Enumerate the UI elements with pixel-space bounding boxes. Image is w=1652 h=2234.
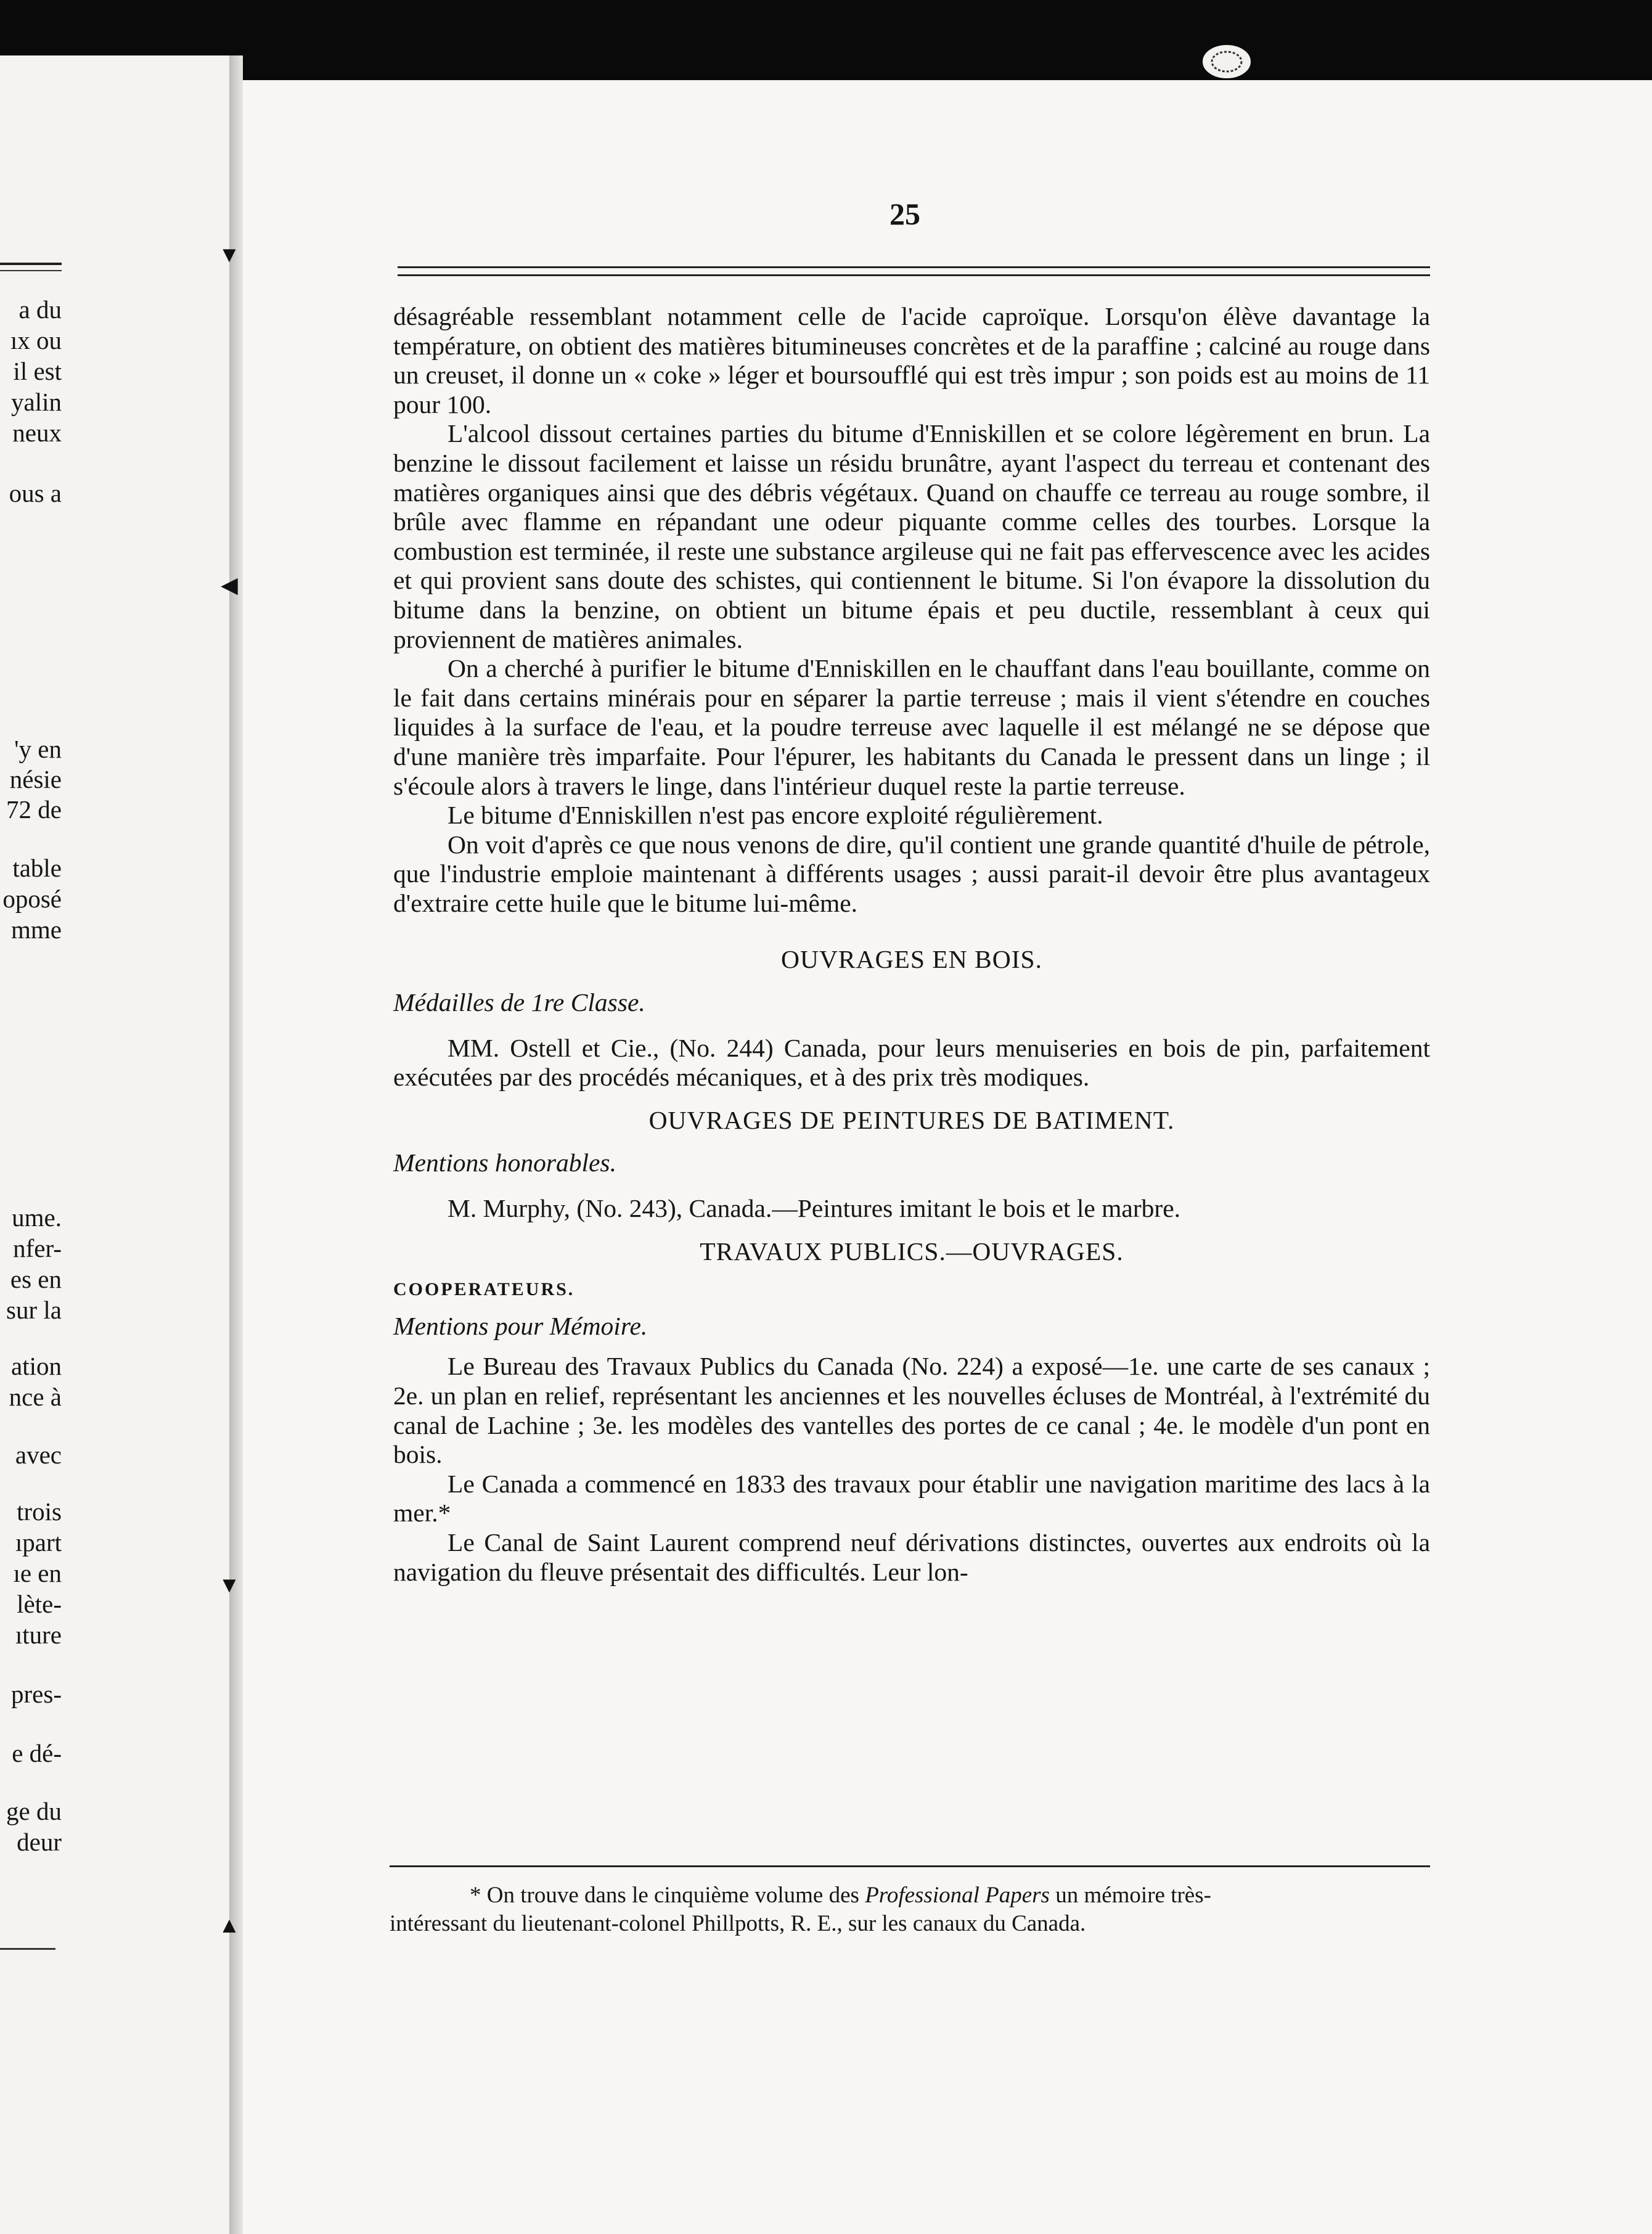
left-page-fragment: ation [11,1352,62,1380]
body-text [393,302,1430,1587]
footnote-rule [390,1865,1430,1867]
left-page-fragment: mme [11,915,62,944]
binding-mark-icon: ▼ [218,1573,240,1597]
header-rule [398,274,1430,276]
library-stamp-icon [1201,41,1253,80]
left-page-fragment: pres- [11,1680,62,1708]
left-page-fragment: 72 de [6,795,62,824]
left-page-fragment: neux [12,419,62,447]
left-page-fragment: a du [18,295,62,324]
section-title: TRAVAUX PUBLICS.—OUVRAGES. [700,1237,1124,1266]
page-number: 25 [889,197,920,231]
left-page-rule [0,263,62,265]
footnote-line: intéressant du lieutenant-colonel Phillpotts, R. E., sur les canaux du Canada. [390,1911,1086,1936]
left-page-fragment: nésie [9,765,62,793]
left-page-fragment: yalin [11,388,62,416]
paragraph: Le Canal de Saint Laurent comprend neuf dérivations distinctes, ouvertes aux endroits où la navigation du fleuve présentait des difficultés. Leur lon- [393,1528,1430,1586]
section-title: OUVRAGES DE PEINTURES DE BATIMENT. [648,1105,1175,1134]
footnote [390,1881,1430,1938]
binding-mark-icon: ◀ [221,573,238,597]
left-page-fragment: ume. [12,1203,62,1232]
section-title: OUVRAGES EN BOIS. [781,945,1042,974]
section-subtitle: Médailles de 1re Classe. [393,988,645,1017]
left-page-rule [0,270,62,271]
footnote-line [390,1881,1430,1910]
section-subtitle: Mentions honorables. [393,1148,616,1177]
left-page-fragment: e dé- [12,1739,62,1767]
section-subtitle: Mentions pour Mémoire. [393,1311,648,1340]
left-page-fragment: nce à [9,1383,62,1411]
left-page-fragment: il est [13,357,62,385]
paragraph: On a cherché à purifier le bitume d'Enniskillen en le chauffant dans l'eau bouillante, comme on le fait dans certains minérais pour en séparer la partie terreuse ; mais il vient s'étendre en couches liquides à la surface de l'eau, et la poudre terreuse avec laquelle il est mélangé ne se dépose que d'une manière très imparfaite. Pour l'épurer, les habitants du Canada le pressent dans un linge ; il s'écoule alors à travers le linge, dans l'intérieur duquel reste la partie terreuse. [393,654,1430,800]
left-page-fragment: 'y en [14,735,62,763]
left-page-fragment: ıx ou [10,326,62,354]
paragraph: MM. Ostell et Cie., (No. 244) Canada, pour leurs menuiseries en bois de pin, parfaitement exécutées par des procédés mécaniques, et à des prix très modiques. [393,1033,1430,1092]
paragraph: Le Bureau des Travaux Publics du Canada (No. 224) a exposé—1e. une carte de ses canaux ; 2e. un plan en relief, représentant les anciennes et les nouvelles écluses de Montréal, à l'extrémité du canal de Lachine ; 3e. les modèles des vantelles des portes de ce canal ; 4e. le modèle d'un pont en bois. [393,1352,1430,1469]
header-rule [398,266,1430,268]
left-page-fragment: lète- [17,1590,62,1618]
footnote-text: un mémoire très- [1055,1883,1211,1908]
binding-mark-icon: ▲ [218,1913,240,1937]
paragraph: désagréable ressemblant notamment celle de l'acide caproïque. Lorsqu'on élève davantage la température, on obtient des matières bitumineuses concrètes et de la paraffine ; calciné au rouge dans un creuset, il donne un « coke » léger et boursoufflé qui est très impur ; son poids est au moins de 11 pour 100. [393,302,1430,419]
paragraph: On voit d'après ce que nous venons de dire, qu'il contient une grande quantité d'huile de pétrole, que l'industrie emploie maintenant à différents usages ; aussi parait-il devoir être plus avantageux d'extraire cette huile que le bitume lui-même. [393,830,1430,917]
left-page-fragment: sur la [6,1296,62,1324]
left-page-fragment: nfer- [13,1234,62,1262]
left-page-fragment: trois [17,1497,62,1526]
book-gutter [229,55,243,2234]
left-page-fragment: es en [10,1265,62,1293]
section-small-caps: COOPERATEURS. [393,1279,575,1300]
left-page-fragment: ıpart [15,1528,62,1557]
left-page-fragment: ıture [15,1621,62,1649]
paragraph: L'alcool dissout certaines parties du bitume d'Enniskillen et se colore légèrement en brun. La benzine le dissout facilement et laisse un résidu brunâtre, ayant l'aspect du terreau et contenant des matières organiques ainsi que des débris végétaux. Quand on chauffe ce terreau au rouge sombre, il brûle avec flamme en répandant une odeur piquante comme celles des tourbes. Lorsque la combustion est terminée, il reste une substance argileuse qui ne fait pas effervescence avec les acides et qui provient sans doute des schistes, qui contiennent le bitume. Si l'on évapore la dissolution du bitume dans la benzine, on obtient un bitume épais et peu ductile, ressemblant à ceux qui proviennent de matières animales. [393,419,1430,653]
left-page-fragment: ıe en [13,1559,62,1587]
footnote-publication-title: Professional Papers [865,1883,1050,1908]
left-page-rule [0,1948,55,1950]
paragraph: M. Murphy, (No. 243), Canada.—Peintures imitant le bois et le marbre. [448,1194,1181,1223]
footnote-text: * On trouve dans le cinquième volume des [470,1883,859,1908]
left-page-fragment: table [12,854,62,882]
left-page-fragment: avec [15,1441,62,1469]
left-page-fragment: ous a [9,479,62,507]
left-page-fragment: deur [17,1828,62,1856]
left-page-fragment: ge du [6,1797,62,1825]
paragraph: Le bitume d'Enniskillen n'est pas encore exploité régulièrement. [448,801,1103,830]
binding-mark-icon: ▼ [218,242,240,267]
left-page-fragment: oposé [2,885,62,913]
left-facing-page [0,55,229,2234]
paragraph: Le Canada a commencé en 1833 des travaux pour établir une navigation maritime des lacs à la mer.* [393,1469,1430,1528]
